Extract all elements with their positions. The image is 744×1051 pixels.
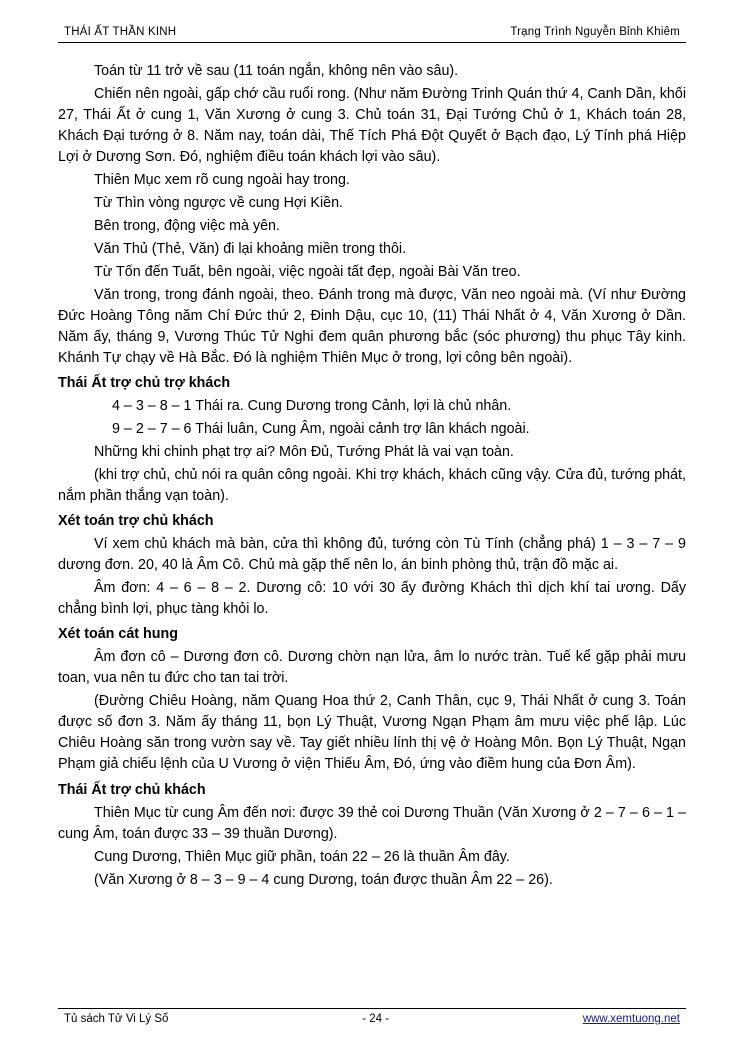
paragraph: Từ Tốn đến Tuất, bên ngoài, việc ngoài tất đẹp, ngoài Bài Văn treo. (94, 264, 521, 281)
paragraph: 4 – 3 – 8 – 1 Thái ra. Cung Dương trong Cảnh, lợi là chủ nhân. (112, 398, 512, 415)
footer-publisher: Tủ sách Tử Vi Lý Số (64, 1013, 169, 1025)
paragraph: Toán từ 11 trở về sau (11 toán ngắn, không nên vào sâu). (94, 63, 459, 79)
paragraph: Những khi chinh phạt trợ ai? Môn Đủ, Tướng Phát là vai vạn toàn. (94, 444, 514, 461)
section-heading: Thái Ất trợ chủ trợ khách (58, 375, 231, 392)
page-number: - 24 - (362, 1013, 390, 1025)
paragraph: Âm đơn: 4 – 6 – 8 – 2. Dương cô: 10 với 30 ấy đường Khách thì dịch khí tai ương. Dấy chẳng bình lợi, phục tàng khỏi lo. (58, 580, 686, 618)
paragraph: (Văn Xương ở 8 – 3 – 9 – 4 cung Dương, toán được thuần Âm 22 – 26). (94, 871, 553, 888)
paragraph: Chiến nên ngoài, gấp chớ cầu ruổi rong. (Như năm Đường Trinh Quán thứ 4, Canh Dần, khối 27, Thái Ất ở cung 1, Văn Xương ở cung 3. Chủ toán 31, Đại Tướng Chủ ở 1, Khách toán 28, Khách Đại tướng ở 8. Năm nay, toán dài, Thế Tích Phá Đột Quyết ở Bạch đạo, Lý Tính phá Hiệp Lợi ở Dương Sơn. Đó, nghiệm điều toán khách lợi vào sâu). (58, 86, 686, 166)
paragraph: Cung Dương, Thiên Mục giữ phần, toán 22 – 26 là thuần Âm đây. (94, 848, 510, 865)
paragraph: Âm đơn cô – Dương đơn cô. Dương chờn nạn lửa, âm lo nước tràn. Tuế kể gặp phải mưu toan, vua nên tu đức cho tan tai trời. (58, 649, 686, 687)
paragraph: Ví xem chủ khách mà bàn, cửa thì không đủ, tướng còn Tù Tính (chẳng phá) 1 – 3 – 7 – 9 dương đơn. 20, 40 là Âm Cô. Chủ mà gặp thế nên lo, án binh phòng thủ, trận đồ mặc ai. (58, 536, 686, 574)
footer-website-link[interactable]: www.xemtuong.net (582, 1013, 680, 1025)
page-footer (58, 1009, 686, 1025)
section-heading: Xét toán trợ chủ khách (58, 513, 214, 530)
section-heading: Xét toán cát hung (58, 626, 178, 643)
section-heading: Thái Ất trợ chủ khách (58, 781, 206, 798)
paragraph: Thiên Mục xem rõ cung ngoài hay trong. (94, 172, 350, 189)
paragraph: Thiên Mục từ cung Âm đến nơi: được 39 thẻ coi Dương Thuần (Văn Xương ở 2 – 7 – 6 – 1 – cung Âm, toán được 33 – 39 thuần Dương). (58, 804, 686, 842)
paragraph: 9 – 2 – 7 – 6 Thái luân, Cung Âm, ngoài cảnh trợ lân khách ngoài. (112, 421, 530, 438)
header-author: Trạng Trình Nguyễn Bỉnh Khiêm (510, 26, 680, 38)
header-book-title: THÁI ẤT THẦN KINH (64, 26, 177, 38)
paragraph: Văn trong, trong đánh ngoài, theo. Đánh trong mà được, Văn neo ngoài mà. (Ví như Đường Đức Hoàng Tông năm Chí Đức thứ 2, Đinh Dậu, cục 10, (11) Thái Nhất ở 4, Văn Xương ở Dần. Năm ấy, tháng 9, Vương Thúc Tử Nghi đem quân phương bắc (sóc phương) thu phục Tây kinh. Khánh Tự chạy về Hà Bắc. Đó là nghiệm Thiên Mục ở trong, lợi công bên ngoài). (58, 287, 686, 367)
paragraph: Văn Thủ (Thẻ, Văn) đi lại khoảng miền trong thôi. (94, 241, 407, 258)
page-footer-wrap (58, 1008, 686, 1025)
page-header (58, 26, 686, 42)
paragraph: Từ Thìn vòng ngược về cung Hợi Kiền. (94, 195, 344, 212)
paragraph: (Đường Chiêu Hoàng, năm Quang Hoa thứ 2, Canh Thân, cục 9, Thái Nhất ở cung 3. Toán được số đơn 3. Năm ấy tháng 11, bọn Lý Thuật, Vương Ngạn Phạm âm mưu việc phế lập. Lúc Chiêu Hoàng săn trong vườn say về. Tay giết nhiều lính thị vệ ở Hoàng Môn. Bọn Lý Thuật, Ngạn Phạm giả chiếu lệnh của U Vương ở viện Thiếu Âm, Đó, ứng vào điềm hung của Đơn Âm). (58, 693, 686, 773)
page-content (58, 43, 686, 1008)
paragraph: Bên trong, động việc mà yên. (94, 218, 280, 235)
paragraph: (khi trợ chủ, chủ nói ra quân công ngoài. Khi trợ khách, khách cũng vậy. Cửa đủ, tướng phát, nắm phần thắng vạn toàn). (58, 467, 686, 505)
